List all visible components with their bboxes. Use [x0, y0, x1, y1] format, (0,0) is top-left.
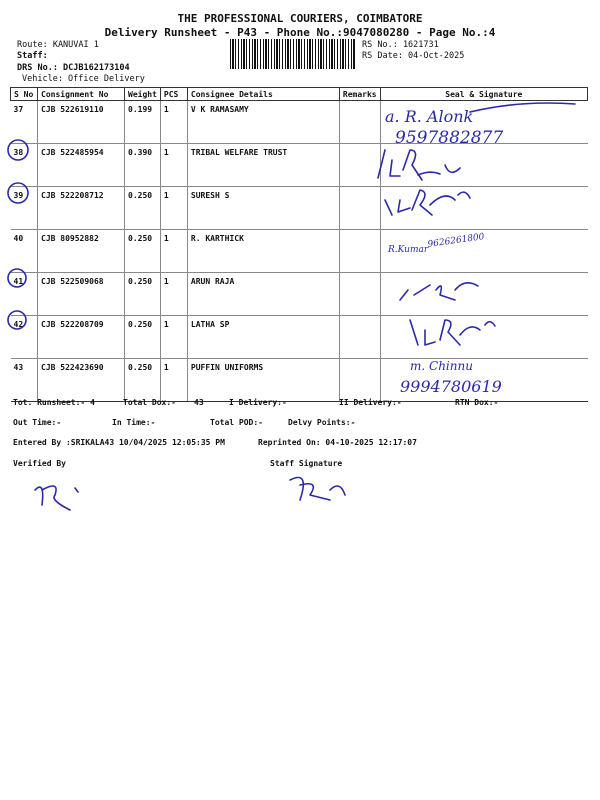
in-time: In Time:- — [112, 418, 156, 427]
circle-41-mark — [8, 269, 26, 287]
weight: 0.250 — [125, 316, 161, 359]
r40-name: R.Kumar — [388, 245, 429, 255]
col-seal-signature: Seal & Signature — [380, 88, 587, 101]
pcs: 1 — [160, 273, 187, 316]
col-remarks: Remarks — [339, 88, 380, 101]
pcs: 1 — [160, 187, 187, 230]
weight: 0.199 — [125, 101, 161, 144]
consignee: ARUN RAJA — [187, 273, 339, 316]
total-dox-label: Total Dox:- — [123, 398, 176, 407]
consignee: PUFFIN UNIFORMS — [187, 359, 339, 402]
i-delivery: I Delivery:- — [229, 398, 287, 407]
r39-rtn-mark — [430, 192, 470, 205]
rs-date: RS Date: 04-Oct-2025 — [362, 51, 465, 61]
consignment-no: CJB 522619110 — [38, 101, 125, 144]
runsheet-title: Delivery Runsheet - P43 - Phone No.:9047080280 - Page No.:4 — [104, 26, 496, 39]
verified-by: Verified By — [13, 459, 66, 468]
r42-lr-mark — [410, 320, 460, 345]
col-pcs: PCS — [160, 88, 187, 101]
col-consignee: Consignee Details — [187, 88, 339, 101]
col-consignment: Consignment No — [38, 88, 125, 101]
col-sno: S No — [11, 88, 38, 101]
verified-signature — [35, 486, 78, 510]
staff: Staff: — [17, 51, 48, 61]
delvy-points: Delvy Points:- — [288, 418, 356, 427]
route: Route: KANUVAI 1 — [17, 40, 99, 50]
consignee: R. KARTHICK — [187, 230, 339, 273]
pcs: 1 — [160, 316, 187, 359]
staff-signature: Staff Signature — [270, 459, 343, 468]
rs-no: RS No.: 1621731 — [362, 40, 439, 50]
sno: 42 — [11, 316, 38, 359]
consignee: SURESH S — [187, 187, 339, 230]
weight: 0.250 — [125, 359, 161, 402]
rtn-dox: RTN Dox:- — [455, 398, 499, 407]
pcs: 1 — [160, 230, 187, 273]
r37-phone: 9597882877 — [395, 128, 504, 148]
pcs: 1 — [160, 101, 187, 144]
pcs: 1 — [160, 144, 187, 187]
consignment-no: CJB 522423690 — [38, 359, 125, 402]
consignee: LATHA SP — [187, 316, 339, 359]
circle-39-mark — [8, 183, 28, 203]
r41-lr-mark — [400, 285, 455, 300]
pcs: 1 — [160, 359, 187, 402]
drs-no: DRS No.: DCJB162173104 — [17, 63, 130, 73]
weight: 0.250 — [125, 187, 161, 230]
sno: 38 — [11, 144, 38, 187]
r43-name: m. Chinnu — [410, 359, 473, 373]
consignment-no: CJB 522485954 — [38, 144, 125, 187]
sno: 39 — [11, 187, 38, 230]
consignment-no: CJB 80952882 — [38, 230, 125, 273]
circle-42-mark — [8, 311, 26, 329]
weight: 0.250 — [125, 273, 161, 316]
company-name: THE PROFESSIONAL COURIERS, COIMBATORE — [177, 12, 423, 25]
tot-runsheet: Tot. Runsheet:- 4 — [13, 398, 95, 407]
out-time: Out Time:- — [13, 418, 62, 427]
col-weight: Weight — [125, 88, 161, 101]
r37-name: a. R. Alonk — [385, 107, 474, 126]
total-dox-value: 43 — [194, 398, 204, 407]
r38-rtn-mark — [418, 165, 460, 175]
sno: 43 — [11, 359, 38, 402]
sno: 40 — [11, 230, 38, 273]
r40-phone: 9626261800 — [427, 232, 486, 250]
consignment-no: CJB 522208712 — [38, 187, 125, 230]
sno: 37 — [11, 101, 38, 144]
r38-lr-mark — [378, 150, 422, 180]
circle-38-mark — [8, 140, 28, 160]
weight: 0.250 — [125, 230, 161, 273]
total-pod: Total POD:- — [210, 418, 263, 427]
r39-lr-mark — [385, 190, 432, 215]
consignment-no: CJB 522208709 — [38, 316, 125, 359]
ii-delivery: II Delivery:- — [339, 398, 402, 407]
consignee: V K RAMASAMY — [187, 101, 339, 144]
r41-rtn-mark — [455, 283, 478, 290]
reprinted-on: Reprinted On: 04-10-2025 12:17:07 — [258, 438, 417, 447]
r43-phone: 9994780619 — [400, 377, 502, 396]
r37-signature-stroke — [470, 103, 575, 112]
consignment-no: CJB 522509068 — [38, 273, 125, 316]
vehicle: Vehicle: Office Delivery — [22, 74, 145, 84]
sno: 41 — [11, 273, 38, 316]
r42-rtn-mark — [460, 322, 495, 335]
weight: 0.390 — [125, 144, 161, 187]
consignee: TRIBAL WELFARE TRUST — [187, 144, 339, 187]
entered-by: Entered By :SRIKALA43 10/04/2025 12:05:35 PM — [13, 438, 225, 447]
staff-signature-mark — [290, 478, 345, 501]
